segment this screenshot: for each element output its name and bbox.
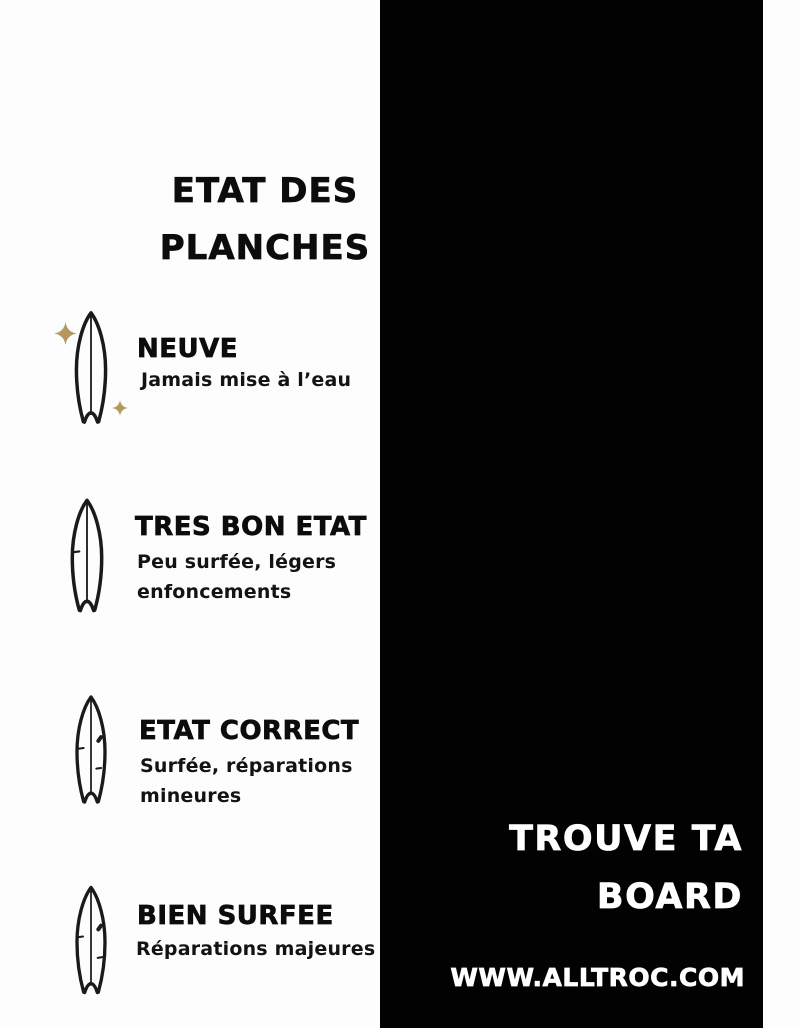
condition-label: ETAT CORRECT	[139, 716, 360, 746]
surfboard-new-icon	[68, 310, 114, 428]
surfboard-light-dings-icon	[66, 496, 108, 618]
condition-section-bien-surfee	[0, 874, 380, 1028]
promo-tagline	[509, 810, 743, 926]
condition-description	[140, 751, 353, 811]
condition-label: BIEN SURFEE	[137, 901, 334, 931]
page-title	[105, 163, 425, 277]
page-title-line-1: ETAT DES	[171, 171, 359, 211]
condition-description-line: Jamais mise à l’eau	[141, 369, 352, 391]
condition-section-etat-correct	[0, 687, 380, 874]
surfboard-major-repairs-icon	[71, 876, 111, 1007]
surfboard-minor-repairs-icon	[71, 689, 111, 813]
condition-description-line: Surfée, réparations	[140, 755, 353, 777]
condition-section-neuve	[0, 308, 380, 494]
website-url: WWW.ALLTROC.COM	[450, 963, 745, 992]
condition-description-line: Réparations majeures	[136, 938, 376, 960]
promo-tagline-line-2: BOARD	[596, 877, 743, 917]
promo-tagline-line-1: TROUVE TA	[509, 819, 743, 859]
condition-label: NEUVE	[137, 334, 239, 364]
condition-description	[136, 934, 375, 964]
condition-label: TRES BON ETAT	[135, 512, 367, 542]
condition-description-line: enfoncements	[137, 581, 292, 603]
condition-description-line: mineures	[140, 785, 242, 807]
condition-description	[137, 547, 336, 607]
page-title-line-2: PLANCHES	[159, 228, 371, 268]
condition-description-line: Peu surfée, légers	[137, 551, 337, 573]
condition-description	[141, 365, 351, 395]
condition-section-tres-bon-etat	[0, 494, 380, 687]
